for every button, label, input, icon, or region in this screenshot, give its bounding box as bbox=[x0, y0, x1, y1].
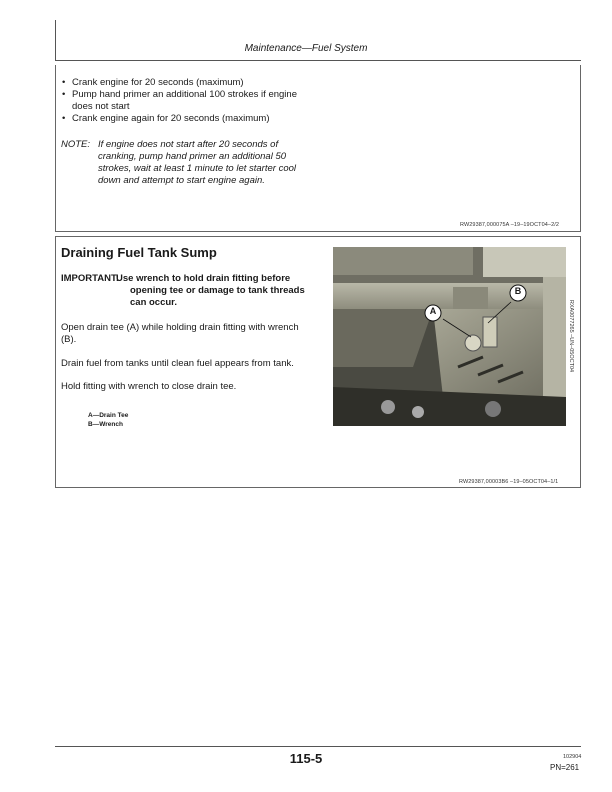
important-line: opening tee or damage to tank threads bbox=[130, 285, 305, 296]
figure-legend bbox=[88, 411, 128, 429]
legend-item: B—Wrench bbox=[88, 421, 123, 428]
page-header-title: Maintenance—Fuel System bbox=[244, 43, 368, 54]
note-line: down and attempt to start engine again. bbox=[98, 175, 265, 186]
note-text bbox=[98, 139, 328, 187]
list-item-continuation: does not start bbox=[72, 101, 130, 112]
important-text bbox=[116, 273, 325, 309]
instruction-open-drain bbox=[61, 322, 326, 346]
callout-a-label: A bbox=[429, 306, 437, 316]
procedure-bullet-list bbox=[61, 77, 341, 125]
important-label: IMPORTANT: bbox=[61, 273, 119, 284]
reference-code: RW29387,000075A –19–19OCT04–2/2 bbox=[460, 222, 560, 228]
list-item: • Crank engine for 20 seconds (maximum) bbox=[61, 77, 341, 89]
instruction-close-tee: Hold fitting with wrench to close drain tee. bbox=[61, 381, 237, 392]
instruction-line: (B). bbox=[61, 334, 77, 345]
important-line: can occur. bbox=[130, 297, 177, 308]
photo-illustration bbox=[333, 247, 566, 426]
note-line: strokes, wait at least 1 minute to let starter cool bbox=[98, 163, 297, 174]
list-item: • Crank engine again for 20 seconds (maximum) bbox=[61, 113, 341, 125]
instruction-drain-fuel: Drain fuel from tanks until clean fuel appears from tank. bbox=[61, 358, 294, 369]
note-line: If engine does not start after 20 seconds of bbox=[98, 139, 279, 150]
footer-rule bbox=[55, 746, 581, 747]
instruction-line: Open drain tee (A) while holding drain fitting with wrench bbox=[61, 322, 299, 333]
reference-code: RW29387,00003B6 –19–05OCT04–1/1 bbox=[459, 479, 559, 485]
part-number: PN=261 bbox=[550, 763, 580, 772]
legend-item: A—Drain Tee bbox=[88, 412, 129, 419]
header-left-rule bbox=[55, 20, 56, 61]
footer-code: 102904 bbox=[563, 754, 582, 760]
header-rule bbox=[55, 60, 581, 61]
photo-code: RXA0077265 –UN–05OCT04 bbox=[568, 299, 574, 373]
page-number: 115-5 bbox=[289, 751, 323, 766]
fuel-tank-sump-photo bbox=[333, 247, 566, 426]
note-label: NOTE: bbox=[61, 139, 91, 150]
callout-b-label: B bbox=[514, 286, 522, 296]
list-item: • Pump hand primer an additional 100 strokes if engine bbox=[61, 89, 341, 101]
note-line: cranking, pump hand primer an additional 50 bbox=[98, 151, 287, 162]
photo-code-container bbox=[566, 250, 576, 426]
important-line: Use wrench to hold drain fitting before bbox=[116, 273, 291, 284]
section-title: Draining Fuel Tank Sump bbox=[61, 245, 217, 260]
